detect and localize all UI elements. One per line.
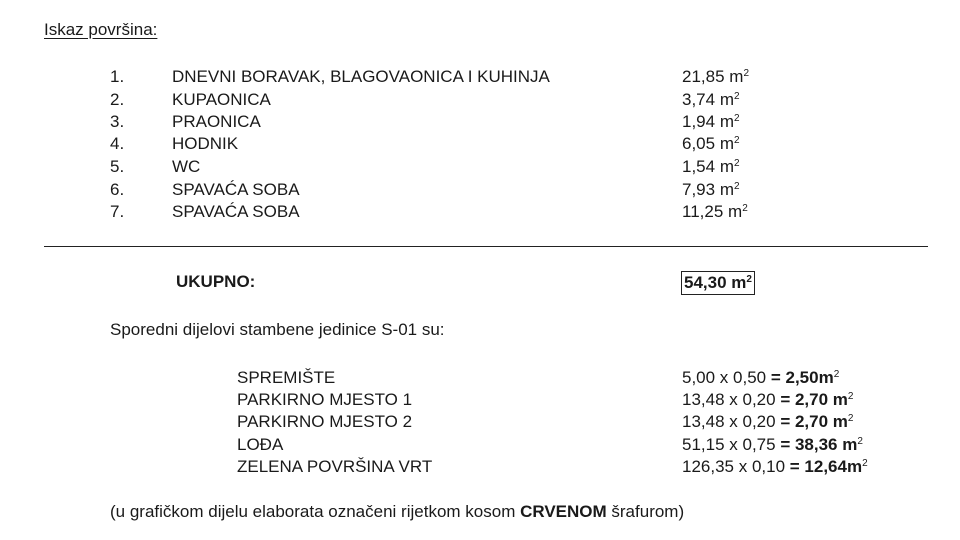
room-number: 4. [110,134,125,153]
footnote-text-before: (u grafičkom dijelu elaborata označeni rijetkom kosom [110,502,521,521]
room-row [0,133,960,155]
room-area-value: 7,93 [682,180,716,199]
room-area-exponent: 2 [734,91,740,102]
secondary-part-name: PARKIRNO MJESTO 2 [237,412,413,431]
secondary-part-formula: 13,48 x 0,20 [682,412,781,431]
secondary-part-formula: 5,00 x 0,50 [682,368,771,387]
secondary-part-calculation [682,389,853,411]
secondary-part-result: = 38,36 m [780,435,858,454]
section-heading: Iskaz površina: [44,20,158,39]
secondary-parts-heading: Sporedni dijelovi stambene jedinice S-01 su: [110,320,445,339]
footnote-bold-word: CRVENOM [520,502,607,521]
room-area [682,156,740,178]
room-area [682,111,740,133]
room-row [0,111,960,133]
room-area-exponent: 2 [734,158,740,169]
room-name: HODNIK [172,134,239,153]
room-row [0,66,960,88]
room-area-exponent: 2 [742,203,748,214]
total-value-box [681,271,755,295]
footnote-text-after: šrafurom) [606,502,685,521]
secondary-part-calculation [682,411,853,433]
total-unit-exponent: 2 [746,274,752,285]
secondary-part-name: ZELENA POVRŠINA VRT [237,457,433,476]
room-name: KUPAONICA [172,90,271,109]
room-area-unit: m [728,202,743,221]
room-name: SPAVAĆA SOBA [172,180,300,199]
room-area-unit: m [729,67,744,86]
secondary-part-calculation [682,367,839,389]
room-number: 6. [110,180,125,199]
secondary-part-row [0,434,960,456]
secondary-part-calculation [682,456,868,478]
room-number: 2. [110,90,125,109]
secondary-part-formula: 13,48 x 0,20 [682,390,781,409]
room-area-value: 1,54 [682,157,716,176]
total-value: 54,30 m [684,273,747,292]
secondary-part-row [0,411,960,433]
room-row [0,179,960,201]
room-number: 1. [110,67,125,86]
room-area-exponent: 2 [743,68,750,79]
room-area-value: 6,05 [682,134,716,153]
room-area [682,89,740,111]
room-area-unit: m [719,90,734,109]
secondary-part-result: = 2,70 m [780,390,848,409]
room-area-exponent: 2 [734,113,740,124]
secondary-part-exponent: 2 [862,458,868,469]
room-area-value: 1,94 [682,112,716,131]
total-label: UKUPNO: [176,272,256,291]
secondary-part-calculation [682,434,863,456]
secondary-part-name: LOĐA [237,435,284,454]
room-row [0,156,960,178]
room-area [682,179,740,201]
secondary-part-exponent: 2 [847,413,854,424]
room-area [682,201,748,223]
secondary-part-row [0,389,960,411]
room-name: PRAONICA [172,112,261,131]
room-area-unit: m [719,112,734,131]
secondary-part-exponent: 2 [833,369,840,380]
room-number: 7. [110,202,125,221]
footnote [110,502,684,522]
secondary-part-formula: 51,15 x 0,75 [682,435,781,454]
room-name: DNEVNI BORAVAK, BLAGOVAONICA I KUHINJA [172,67,550,86]
room-area-unit: m [719,157,734,176]
secondary-part-exponent: 2 [847,391,854,402]
room-row [0,89,960,111]
room-row [0,201,960,223]
room-number: 3. [110,112,125,131]
room-area-value: 11,25 [682,202,724,221]
room-area [682,66,749,88]
secondary-part-result: = 2,50m [770,368,834,387]
secondary-part-name: PARKIRNO MJESTO 1 [237,390,413,409]
secondary-part-row [0,367,960,389]
secondary-part-result: = 12,64m [789,457,863,476]
room-area [682,133,740,155]
secondary-part-row [0,456,960,478]
room-area-exponent: 2 [734,181,740,192]
room-area-value: 3,74 [682,90,716,109]
secondary-part-result: = 2,70 m [780,412,848,431]
room-area-unit: m [719,180,734,199]
divider-line [44,246,928,247]
room-area-unit: m [719,134,734,153]
room-area-value: 21,85 [682,67,725,86]
secondary-part-name: SPREMIŠTE [237,368,336,387]
room-name: WC [172,157,201,176]
room-number: 5. [110,157,125,176]
room-area-exponent: 2 [734,135,740,146]
secondary-part-formula: 126,35 x 0,10 [682,457,790,476]
secondary-part-exponent: 2 [857,436,863,447]
room-name: SPAVAĆA SOBA [172,202,300,221]
